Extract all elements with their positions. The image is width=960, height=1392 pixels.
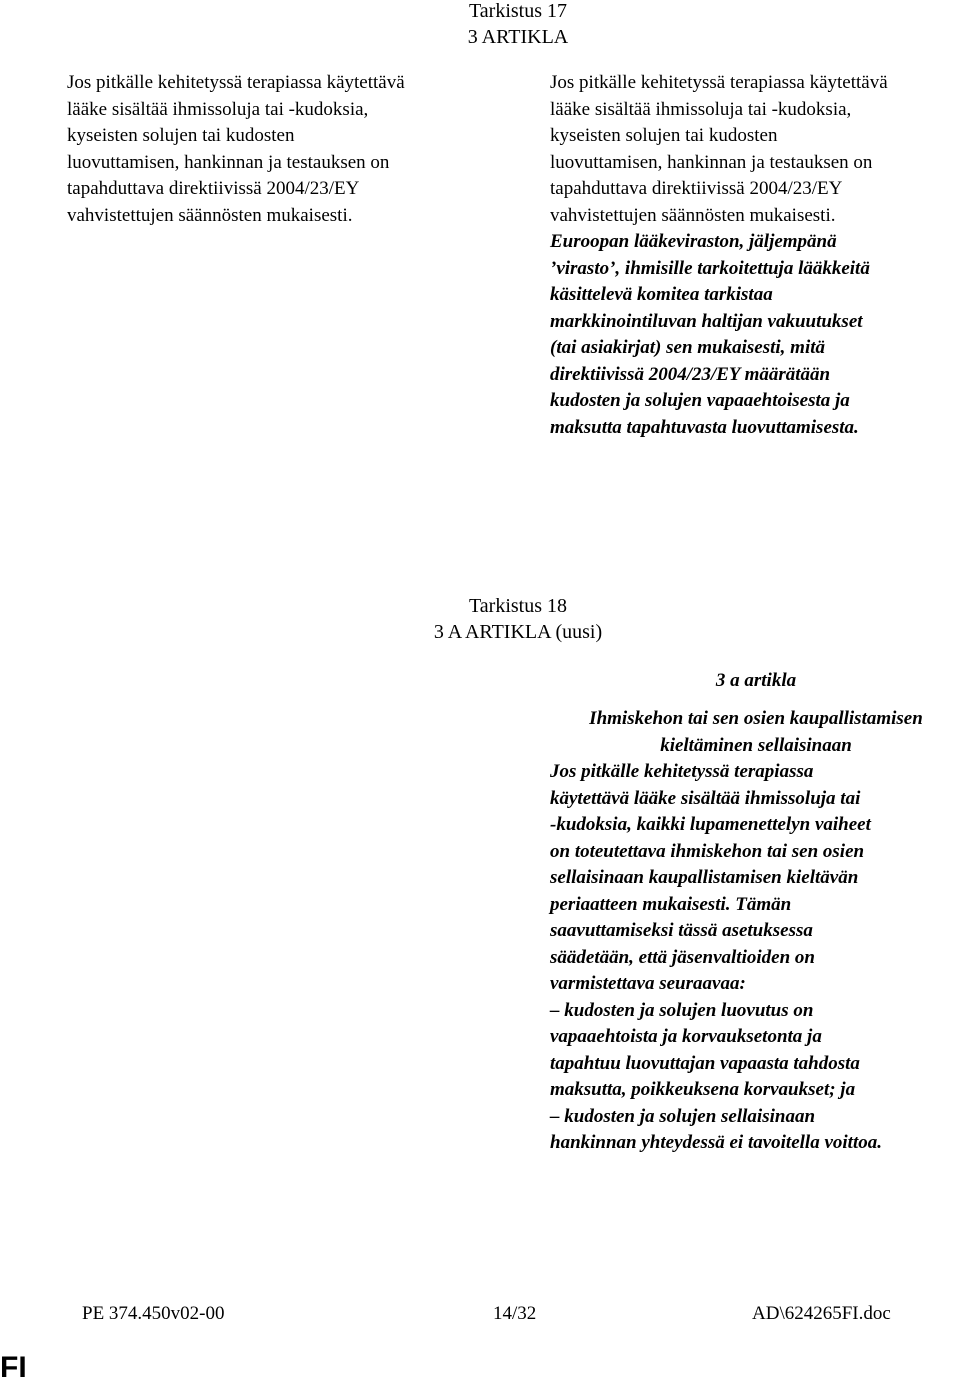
- added-text-line: tapahtuu luovuttajan vapaasta tahdosta: [550, 1052, 860, 1074]
- added-text-line: periaatteen mukaisesti. Tämän: [550, 893, 792, 915]
- subheading-line: kieltäminen sellaisinaan: [660, 734, 852, 756]
- footer-document-name: AD\624265FI.doc: [752, 1303, 891, 1324]
- amendment-18-subheading: [550, 706, 960, 759]
- amendment-18-heading: [0, 593, 960, 645]
- text-line: Jos pitkälle kehitetyssä terapiassa käytettävä: [67, 72, 405, 93]
- amendment-18-body-text: [550, 759, 950, 1157]
- amendment-17-amended-text: [550, 70, 950, 441]
- added-text-line: kudosten ja solujen vapaaehtoisesta ja: [550, 390, 850, 411]
- added-text-line: ’virasto’, ihmisille tarkoitettuja lääkkeitä: [550, 257, 870, 279]
- added-text-line: saavuttamiseksi tässä asetuksessa: [550, 920, 813, 941]
- added-text-line: hankinnan yhteydessä ei tavoitella voittoa.: [550, 1132, 882, 1153]
- added-text-line: Euroopan lääkeviraston, jäljempänä: [550, 231, 837, 252]
- amendment-18-article: 3 A ARTIKLA (uusi): [433, 621, 603, 643]
- text-line: kyseisten solujen tai kudosten: [550, 125, 778, 146]
- text-line: lääke sisältää ihmissoluja tai -kudoksia,: [67, 98, 369, 120]
- added-text-line: direktiivissä 2004/23/EY määrätään: [550, 363, 831, 385]
- subheading-line: Ihmiskehon tai sen osien kaupallistamisen: [589, 708, 923, 729]
- added-text-line: – kudosten ja solujen luovutus on: [550, 999, 814, 1021]
- added-text-line: käsittelevä komitea tarkistaa: [550, 284, 773, 305]
- text-line: luovuttamisen, hankinnan ja testauksen on: [67, 151, 390, 173]
- footer-page-number: 14/32: [493, 1303, 537, 1324]
- added-text-line: (tai asiakirjat) sen mukaisesti, mitä: [550, 337, 825, 358]
- text-line: luovuttamisen, hankinnan ja testauksen on: [550, 151, 873, 173]
- added-text-line: markkinointiluvan haltijan vakuutukset: [550, 310, 863, 332]
- text-line: kyseisten solujen tai kudosten: [67, 125, 295, 146]
- footer-reference: PE 374.450v02-00: [82, 1303, 225, 1324]
- text-line: vahvistettujen säännösten mukaisesti.: [67, 204, 353, 226]
- amendment-17-title: Tarkistus 17: [468, 0, 568, 22]
- added-text-line: sellaisinaan kaupallistamisen kieltävän: [550, 867, 859, 888]
- amendment-18-title: Tarkistus 18: [468, 595, 568, 617]
- text-line: Jos pitkälle kehitetyssä terapiassa käytettävä: [550, 72, 888, 93]
- text-line: vahvistettujen säännösten mukaisesti.: [550, 204, 836, 226]
- amendment-17-original-text: [67, 70, 467, 229]
- added-text-line: säädetään, että jäsenvaltioiden on: [550, 946, 815, 968]
- text-line: tapahduttava direktiivissä 2004/23/EY: [67, 178, 360, 199]
- amendment-17-article: 3 ARTIKLA: [467, 26, 569, 48]
- text-line: lääke sisältää ihmissoluja tai -kudoksia,: [550, 98, 852, 120]
- added-text-line: maksutta tapahtuvasta luovuttamisesta.: [550, 416, 859, 438]
- amendment-18-article-heading: [550, 668, 960, 695]
- text-line: tapahduttava direktiivissä 2004/23/EY: [550, 178, 843, 199]
- article-heading: 3 a artikla: [715, 670, 797, 691]
- amendment-17-heading: [0, 0, 960, 50]
- added-text-line: -kudoksia, kaikki lupamenettelyn vaiheet: [550, 814, 871, 835]
- language-code: FI: [0, 1351, 27, 1384]
- added-text-line: Jos pitkälle kehitetyssä terapiassa: [550, 761, 814, 782]
- added-text-line: maksutta, poikkeuksena korvaukset; ja: [550, 1079, 856, 1100]
- added-text-line: vapaaehtoista ja korvauksetonta ja: [550, 1026, 822, 1047]
- added-text-line: käytettävä lääke sisältää ihmissoluja tai: [550, 787, 861, 809]
- added-text-line: on toteutettava ihmiskehon tai sen osien: [550, 840, 865, 862]
- added-text-line: varmistettava seuraavaa:: [550, 973, 746, 994]
- added-text-line: – kudosten ja solujen sellaisinaan: [550, 1105, 816, 1127]
